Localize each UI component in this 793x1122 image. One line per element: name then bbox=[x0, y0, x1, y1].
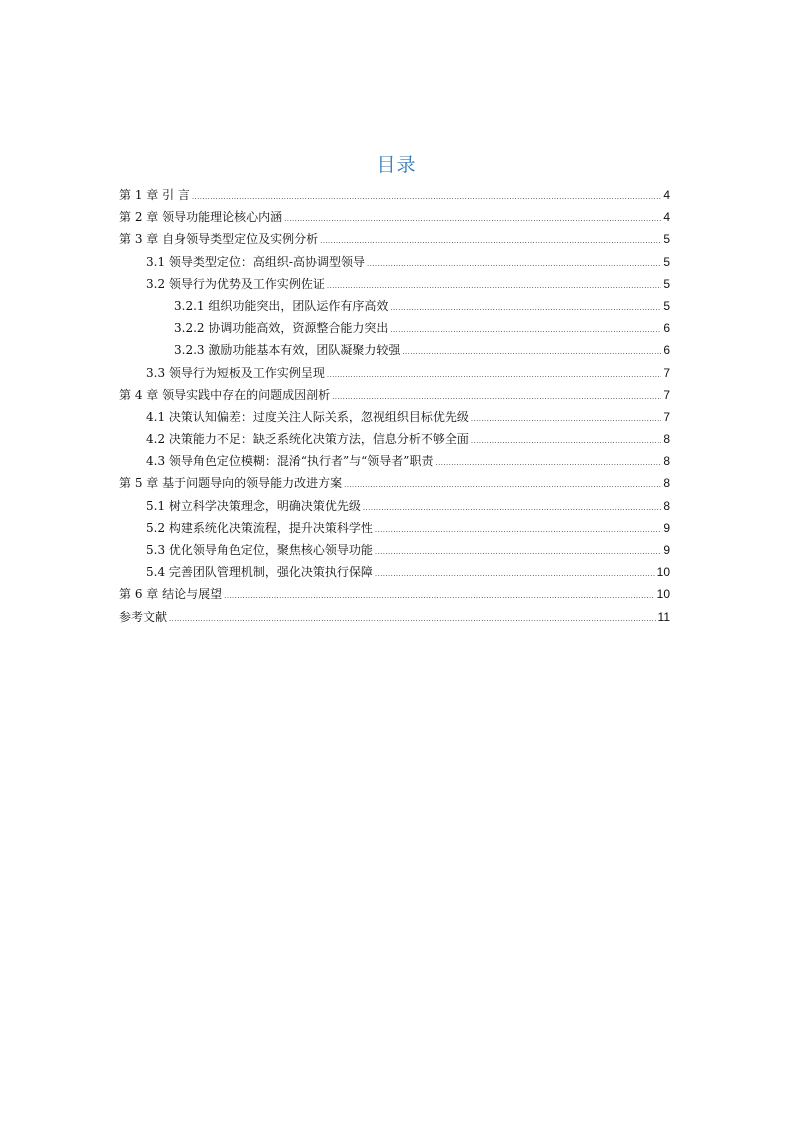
toc-entry-page: 10 bbox=[656, 587, 670, 602]
toc-leader-dots bbox=[375, 519, 661, 541]
toc-entry-chapter-5[interactable] bbox=[119, 472, 670, 494]
toc-entry-section-4-3[interactable] bbox=[119, 450, 670, 472]
toc-entry-label: 参考文献 bbox=[119, 609, 168, 624]
toc-entry-page: 4 bbox=[663, 210, 670, 225]
toc-entry-label: 5.1 树立科学决策理念，明确决策优先级 bbox=[146, 498, 361, 513]
toc-entry-label: 第 4 章 领导实践中存在的问题成因剖析 bbox=[119, 387, 331, 402]
toc-leader-dots bbox=[327, 275, 661, 297]
toc-entry-page: 8 bbox=[663, 454, 670, 469]
toc-entry-page: 5 bbox=[663, 276, 670, 291]
toc-entry-label: 3.2.3 激励功能基本有效，团队凝聚力较强 bbox=[174, 343, 401, 358]
toc-entry-label: 4.2 决策能力不足：缺乏系统化决策方法，信息分析不够全面 bbox=[146, 432, 469, 447]
toc-entry-section-3-2-1[interactable] bbox=[119, 295, 670, 317]
toc-entry-section-4-2[interactable] bbox=[119, 428, 670, 450]
toc-entry-page: 6 bbox=[663, 321, 670, 336]
toc-entry-page: 9 bbox=[663, 543, 670, 557]
toc-entry-page: 7 bbox=[663, 409, 670, 424]
toc-leader-dots bbox=[284, 208, 661, 230]
toc-entry-page: 9 bbox=[663, 520, 670, 535]
toc-entry-section-5-2[interactable] bbox=[119, 517, 670, 539]
toc-entry-label: 3.2 领导行为优势及工作实例佐证 bbox=[146, 276, 325, 291]
toc-leader-dots bbox=[169, 608, 656, 630]
toc-entry-references[interactable] bbox=[119, 606, 670, 628]
toc-entry-chapter-6[interactable] bbox=[119, 583, 670, 605]
toc-entry-label: 第 3 章 自身领导类型定位及实例分析 bbox=[119, 232, 319, 247]
toc-entry-page: 6 bbox=[663, 343, 670, 358]
toc-entry-page: 4 bbox=[663, 188, 670, 202]
toc-leader-dots bbox=[320, 230, 661, 252]
toc-leader-dots bbox=[375, 541, 661, 563]
toc-entry-chapter-1[interactable] bbox=[119, 184, 670, 206]
toc-entry-label: 4.1 决策认知偏差：过度关注人际关系，忽视组织目标优先级 bbox=[146, 409, 469, 424]
table-of-contents bbox=[119, 184, 670, 628]
toc-entry-label: 5.2 构建系统化决策流程，提升决策科学性 bbox=[146, 520, 373, 535]
toc-entry-section-5-4[interactable] bbox=[119, 561, 670, 583]
toc-entry-label: 4.3 领导角色定位模糊：混淆“执行者”与“领导者”职责 bbox=[146, 454, 434, 469]
toc-leader-dots bbox=[327, 364, 661, 386]
toc-leader-dots bbox=[471, 430, 661, 452]
toc-leader-dots bbox=[390, 319, 661, 341]
toc-leader-dots bbox=[367, 253, 661, 275]
toc-entry-section-5-1[interactable] bbox=[119, 495, 670, 517]
toc-leader-dots bbox=[471, 408, 661, 430]
toc-entry-label: 3.2.2 协调功能高效，资源整合能力突出 bbox=[174, 321, 389, 336]
toc-entry-chapter-2[interactable] bbox=[119, 206, 670, 228]
toc-entry-page: 8 bbox=[663, 476, 670, 491]
toc-entry-page: 5 bbox=[663, 298, 670, 313]
toc-entry-page: 5 bbox=[663, 254, 670, 269]
toc-entry-page: 5 bbox=[663, 232, 670, 247]
toc-entry-label: 3.2.1 组织功能突出，团队运作有序高效 bbox=[174, 298, 389, 313]
toc-entry-label: 第 2 章 领导功能理论核心内涵 bbox=[119, 210, 283, 225]
toc-entry-page: 8 bbox=[663, 432, 670, 447]
toc-entry-chapter-3[interactable] bbox=[119, 228, 670, 250]
toc-entry-section-3-2-2[interactable] bbox=[119, 317, 670, 339]
toc-leader-dots bbox=[375, 563, 655, 585]
toc-leader-dots bbox=[363, 497, 661, 519]
toc-entry-section-3-1[interactable] bbox=[119, 251, 670, 273]
toc-entry-section-4-1[interactable] bbox=[119, 406, 670, 428]
toc-leader-dots bbox=[390, 297, 661, 319]
toc-entry-label: 第 5 章 基于问题导向的领导能力改进方案 bbox=[119, 476, 343, 491]
toc-entry-section-5-3[interactable] bbox=[119, 539, 670, 561]
toc-entry-label: 3.3 领导行为短板及工作实例呈现 bbox=[146, 365, 325, 380]
toc-entry-page: 7 bbox=[663, 387, 670, 402]
toc-entry-page: 10 bbox=[656, 565, 670, 580]
toc-entry-section-3-2-3[interactable] bbox=[119, 339, 670, 361]
toc-entry-section-3-3[interactable] bbox=[119, 362, 670, 384]
toc-entry-page: 7 bbox=[663, 365, 670, 380]
toc-title: 目录 bbox=[376, 154, 417, 176]
toc-leader-dots bbox=[224, 585, 655, 607]
toc-leader-dots bbox=[332, 386, 661, 408]
toc-entry-label: 5.3 优化领导角色定位，聚焦核心领导功能 bbox=[146, 543, 373, 557]
toc-entry-label: 3.1 领导类型定位：高组织-高协调型领导 bbox=[146, 254, 365, 269]
toc-entry-label: 第 6 章 结论与展望 bbox=[119, 587, 223, 602]
toc-entry-chapter-4[interactable] bbox=[119, 384, 670, 406]
toc-entry-section-3-2[interactable] bbox=[119, 273, 670, 295]
toc-leader-dots bbox=[402, 341, 661, 363]
toc-leader-dots bbox=[192, 186, 661, 208]
toc-leader-dots bbox=[344, 474, 661, 496]
toc-entry-label: 5.4 完善团队管理机制，强化决策执行保障 bbox=[146, 565, 373, 580]
toc-leader-dots bbox=[435, 452, 661, 474]
toc-entry-page: 11 bbox=[657, 609, 670, 624]
toc-entry-label: 第 1 章 引 言 bbox=[119, 188, 190, 202]
toc-entry-page: 8 bbox=[663, 498, 670, 513]
